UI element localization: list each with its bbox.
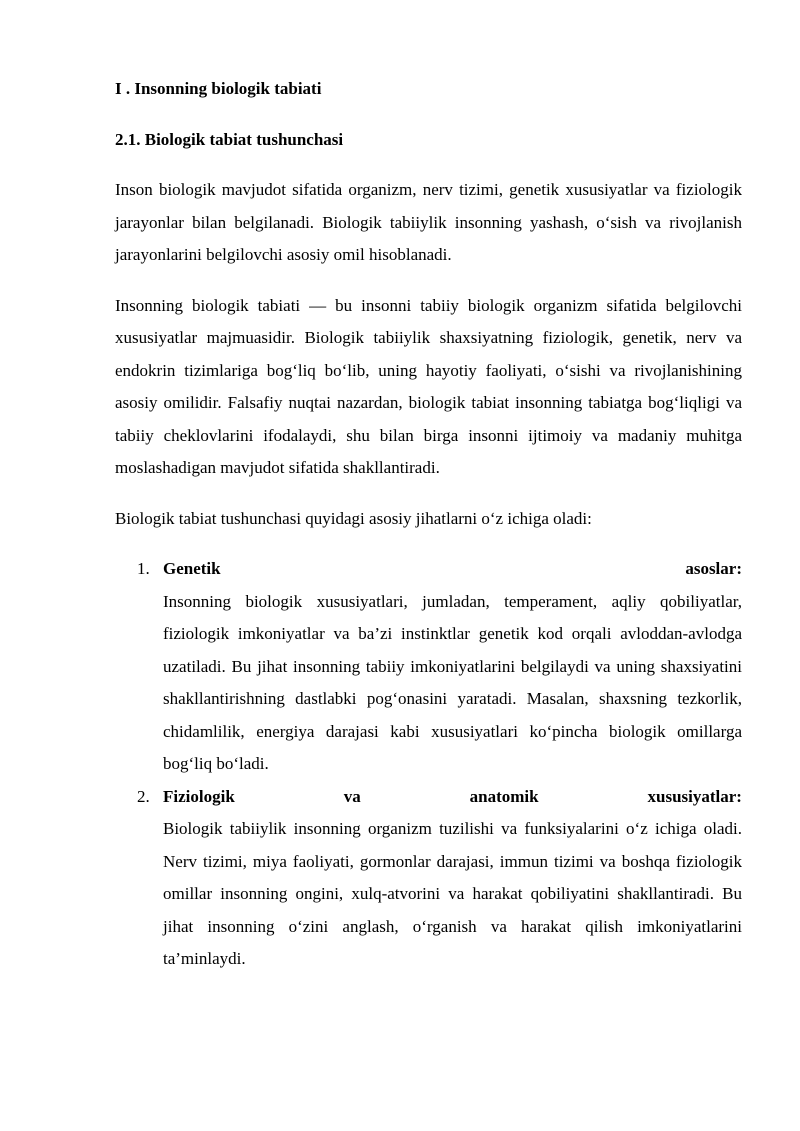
- aspects-list: [115, 553, 742, 976]
- title-word: Fiziologik: [163, 786, 235, 806]
- title-word: Genetik: [163, 559, 221, 578]
- title-word: xususiyatlar:: [647, 786, 742, 806]
- title-word: asoslar:: [685, 559, 742, 578]
- title-word: va: [343, 786, 361, 806]
- list-item: [115, 553, 742, 781]
- list-item: [115, 781, 742, 976]
- list-item-number: 1.: [137, 559, 150, 578]
- list-item-title: [163, 781, 742, 814]
- paragraph: Inson biologik mavjudot sifatida organizm, nerv tizimi, genetik xususiyatlar va fiziologik jarayonlar bilan belgilanadi. Biologik tabiiylik insonning yashash, o‘sish va rivojlanish jarayonlarini belgilovchi asosiy omil hisoblanadi.: [115, 180, 742, 264]
- list-item-body: Biologik tabiiylik insonning organizm tuzilishi va funksiyalarini o‘z ichiga oladi. Nerv tizimi, miya faoliyati, gormonlar darajasi, immun tizimi va boshqa fiziologik omillar insonning ongini, xulq-atvorini va harakat qobiliyatini shakllantiradi. Bu jihat insonning o‘zini anglash, o‘rganish va harakat qilish imkoniyatlarini ta’minlaydi.: [163, 819, 742, 968]
- paragraph: Insonning biologik tabiati — bu insonni tabiiy biologik organizm sifatida belgilovchi xususiyatlar majmuasidir. Biologik tabiiylik shaxsiyatning fiziologik, genetik, nerv va endokrin tizimlariga bog‘liq bo‘lib, uning hayotiy faoliyati, o‘sishi va rivojlanishining asosiy omilidir. Falsafiy nuqtai nazardan, biologik tabiat insonning tabiatga bog‘liqligi va tabiiy cheklovlarini ifodalaydi, shu bilan birga insonni ijtimoiy va madaniy muhitga moslashadigan mavjudot sifatida shakllantiradi.: [115, 295, 742, 477]
- list-item-title: [163, 553, 742, 586]
- document-content: [115, 73, 742, 976]
- section-heading: 2.1. Biologik tabiat tushunchasi: [115, 129, 344, 149]
- paragraph: Biologik tabiat tushunchasi quyidagi asosiy jihatlarni o‘z ichiga oladi:: [115, 508, 592, 528]
- chapter-heading: I . Insonning biologik tabiati: [115, 79, 322, 98]
- list-item-number: 2.: [137, 786, 150, 806]
- title-word: anatomik: [469, 786, 539, 806]
- list-item-body: Insonning biologik xususiyatlari, jumladan, temperament, aqliy qobiliyatlar, fiziologik imkoniyatlar va ba’zi instinktlar genetik kod orqali avloddan-avlodga uzatiladi. Bu jihat insonning tabiiy imkoniyatlarini belgilaydi va uning shaxsiyatini shakllantirishning dastlabki pog‘onasini yaratadi. Masalan, shaxsning tezkorlik, chidamlilik, energiya darajasi kabi xususiyatlari ko‘pincha biologik omillarga bog‘liq bo‘ladi.: [163, 591, 742, 773]
